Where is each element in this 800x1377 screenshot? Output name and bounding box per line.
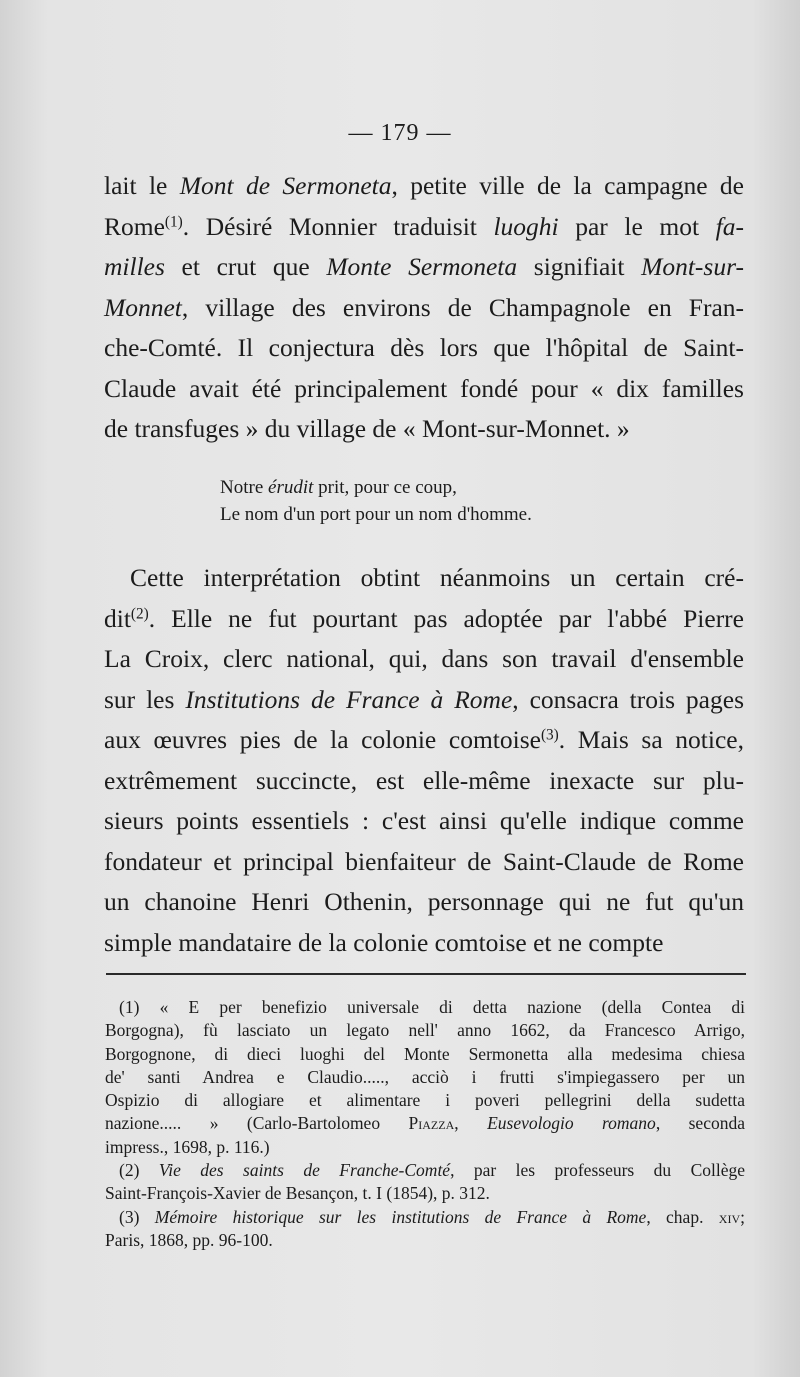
text-line: de transfuges » du village de « Mont-sur-Monnet. »: [104, 414, 630, 443]
footnote-reference: (1): [164, 213, 183, 231]
text-line: dit$^{(2)}$. Elle ne fut pourtant pas adoptée par l'abbé Pierre: [104, 603, 744, 633]
footnote-line: Ospizio di allogiare et alimentare i poveri pellegrini della sudetta: [105, 1090, 745, 1111]
footnote-2: [105, 1159, 745, 1206]
footnote-line: (3) Mémoire historique sur les institutions de France à Rome, chap. xiv;: [119, 1206, 745, 1227]
footnote-line: Borgognone, di dieci luoghi del Monte Sermonetta alla medesima chiesa: [105, 1043, 745, 1064]
italic-text: Monte Sermoneta: [326, 252, 518, 281]
footnote-reference: (3): [540, 726, 559, 744]
italic-text: luoghi: [493, 211, 559, 241]
italic-text: érudit: [268, 477, 314, 498]
text-line: La Croix, clerc national, qui, dans son travail d'ensemble: [104, 644, 744, 673]
footnote-line: Paris, 1868, pp. 96-100.: [105, 1229, 273, 1250]
italic-text: fa-: [715, 211, 744, 241]
footnote-line: impress., 1698, p. 116.): [105, 1136, 270, 1157]
footnotes: [105, 996, 745, 1252]
verse-line-1: Notre érudit prit, pour ce coup,: [220, 477, 457, 498]
italic-text: Eusevologio romano: [487, 1113, 656, 1134]
italic-text: Institutions de France à Rome: [185, 684, 513, 714]
italic-text: Monnet: [104, 292, 182, 322]
verse-quotation: [220, 474, 700, 528]
text-line: extrêmement succincte, est elle-même inexacte sur plu-: [104, 765, 744, 795]
text-line: lait le Mont de Sermoneta, petite ville de la campagne de: [104, 171, 744, 200]
text-line: Claude avait été principalement fondé pour « dix familles: [104, 373, 744, 403]
italic-text: Mémoire historique sur les institutions de France à Rome: [154, 1206, 647, 1227]
text-line: sieurs points essentiels : c'est ainsi qu'elle indique comme: [104, 806, 744, 835]
text-line: che-Comté. Il conjectura dès lors que l'hôpital de Saint-: [104, 333, 744, 362]
small-caps-text: xiv: [718, 1206, 741, 1227]
text-line: Monnet, village des environs de Champagnole en Fran-: [104, 292, 744, 322]
paragraph-text: [104, 558, 744, 963]
footnote-separator-rule: [106, 973, 746, 975]
italic-text: Mont de Sermoneta: [179, 171, 392, 200]
italic-text: Mont-sur-: [641, 252, 744, 281]
text-line: Cette interprétation obtint néanmoins un certain cré-: [130, 563, 744, 592]
footnote-line: nazione..... » (Carlo-Bartolomeo Piazza, Eusevologio romano, seconda: [105, 1113, 745, 1134]
paragraph-1: [104, 166, 744, 450]
footnote-reference: (2): [130, 605, 149, 623]
verse-line-2: Le nom d'un port pour un nom d'homme.: [220, 504, 532, 525]
footnote-line: (1) « E per benefizio universale di detta nazione (della Contea di: [119, 997, 745, 1017]
text-line: milles et crut que Monte Sermoneta signifiait Mont-sur-: [104, 252, 744, 281]
page-number: — 179 —: [348, 120, 452, 146]
text-line: Rome$^{(1)}$. Désiré Monnier traduisit luoghi par le mot fa-: [104, 211, 744, 241]
italic-text: Vie des saints de Franche-Comté: [158, 1160, 451, 1181]
footnote-line: Borgogna), fù lasciato un legato nell' anno 1662, da Francesco Arrigo,: [105, 1020, 745, 1041]
footnote-3: [105, 1206, 745, 1253]
italic-text: milles: [104, 252, 165, 281]
footnote-line: de' santi Andrea e Claudio....., acciò i frutti s'impiegassero per un: [105, 1066, 745, 1087]
text-line: simple mandataire de la colonie comtoise et ne compte: [104, 927, 664, 957]
paragraph-text: [104, 166, 744, 450]
text-line: sur les Institutions de France à Rome, consacra trois pages: [104, 684, 744, 714]
text-line: un chanoine Henri Othenin, personnage qui ne fut qu'un: [104, 887, 744, 916]
text-line: aux œuvres pies de la colonie comtoise$^{(3)}$. Mais sa notice,: [104, 725, 744, 754]
footnote-1: [105, 996, 745, 1159]
small-caps-text: Piazza: [408, 1113, 455, 1134]
text-line: fondateur et principal bienfaiteur de Saint-Claude de Rome: [104, 846, 744, 876]
paragraph-2: [104, 558, 744, 963]
footnote-line: (2) Vie des saints de Franche-Comté, par les professeurs du Collège: [119, 1160, 746, 1181]
footnote-line: Saint-François-Xavier de Besançon, t. I (1854), p. 312.: [105, 1183, 490, 1204]
